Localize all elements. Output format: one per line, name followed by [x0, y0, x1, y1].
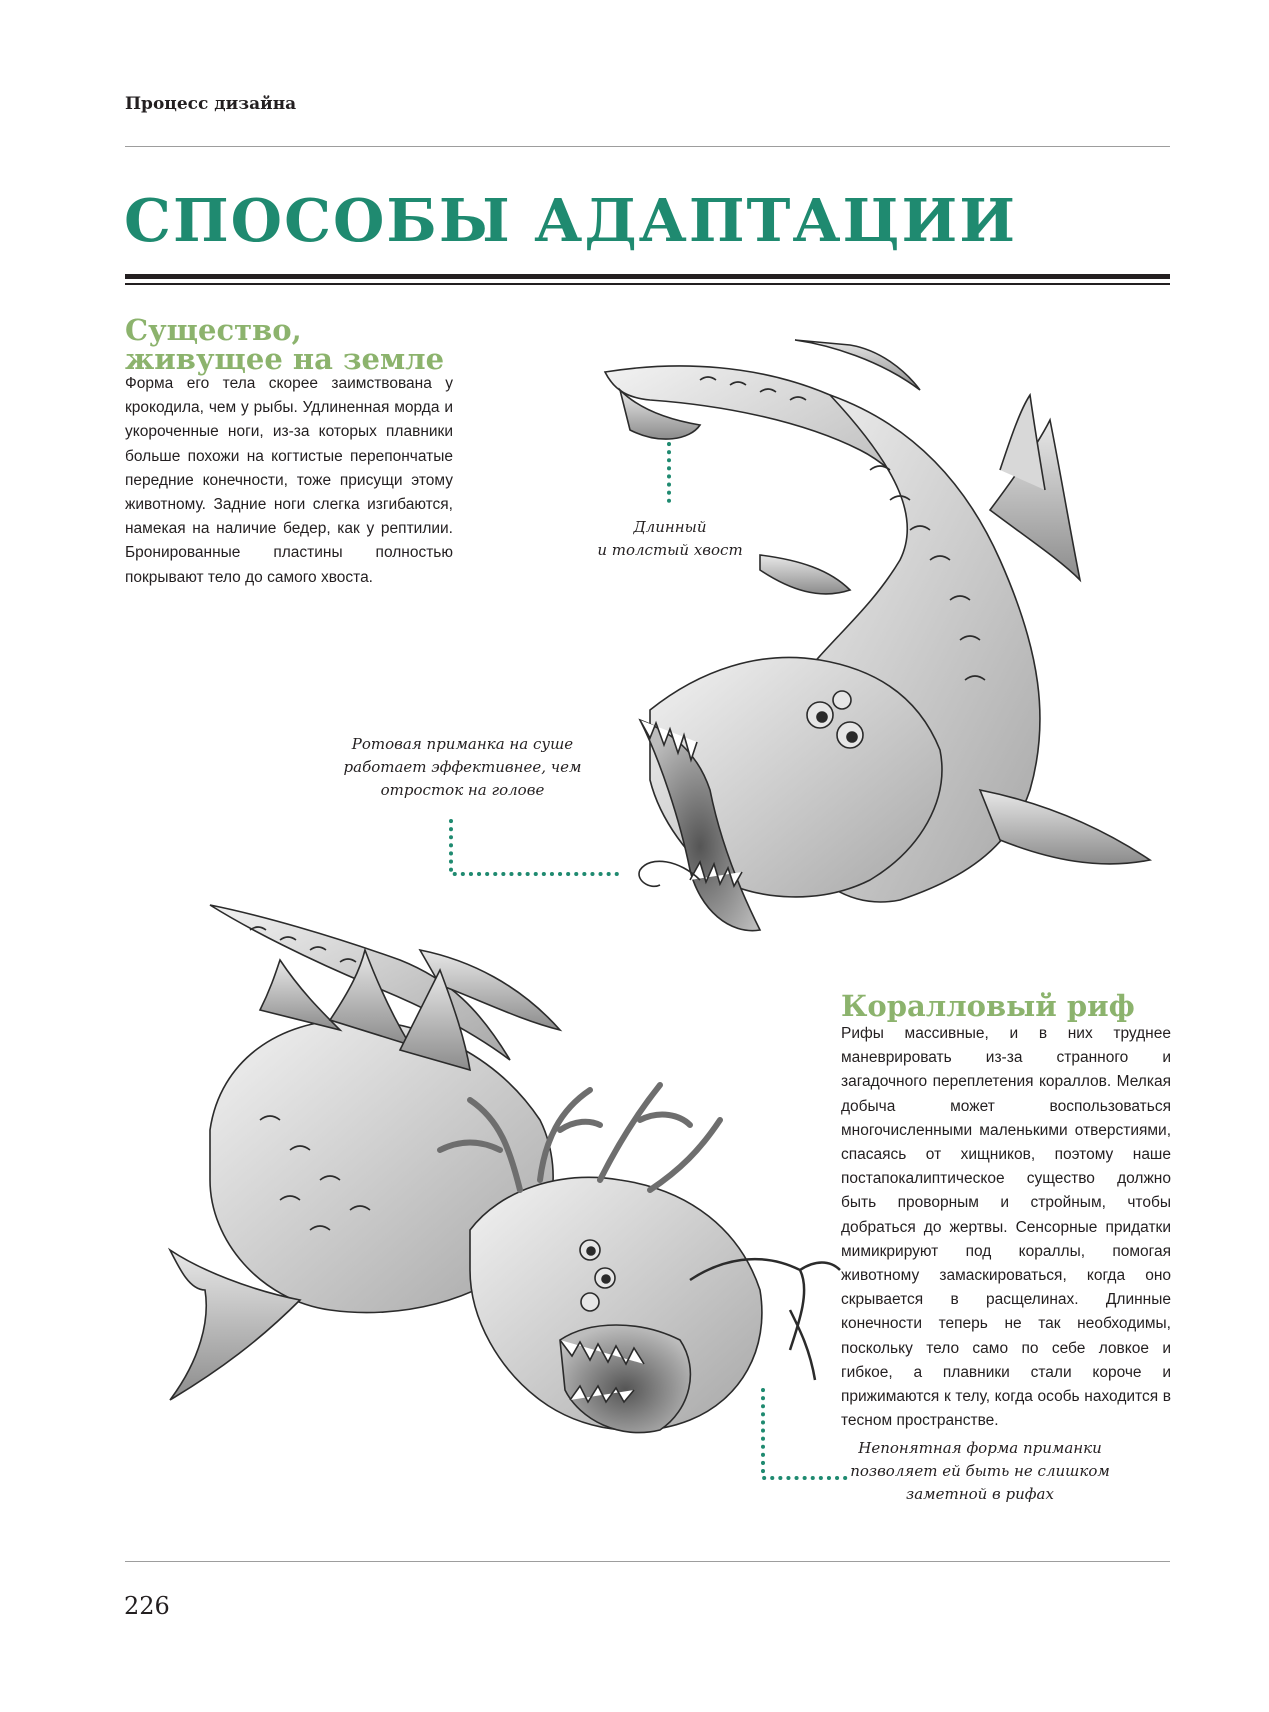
reef-section-heading: Коралловый риф	[841, 989, 1135, 1023]
page-number: 226	[124, 1592, 170, 1620]
mouth-caption-line1: Ротовая приманка на суше	[351, 735, 574, 753]
tail-caption-line2: и толстый хвост	[597, 541, 743, 559]
land-creature-eye	[833, 691, 851, 709]
reef-creature-dorsal-fin	[260, 960, 340, 1030]
running-head: Процесс дизайна	[125, 94, 297, 114]
mouth-caption-line2: работает эффективнее, чем	[343, 758, 582, 776]
land-heading-line1: Существо,	[125, 313, 302, 347]
reef-section-body: Рифы массивные, и в них труднее маневрировать из-за странного и загадочного переплетения кораллов. Мелкая добыча может воспользоваться многочисленными маленькими отверстиями, спасаясь от хищников, поэтому наше постапокалиптическое существо должно быть проворным и стройным, чтобы добраться до жертвы. Сенсорные придатки мимикрируют под кораллы, помогая животному замаскироваться, когда оно скрывается в расщелинах. Длинные конечности теперь не так необходимы, поскольку тело само по себе ловкое и гибкое, а плавники стали короче и прижимаются к телу, когда особь находится в тесном пространстве.	[841, 1025, 1171, 1430]
land-creature-pectoral-fin	[980, 790, 1150, 864]
land-section-body: Форма его тела скорее заимствована у крокодила, чем у рыбы. Удлиненная морда и укороченные ноги, из-за которых плавники больше похожи на когтистые перепончатые передние конечности, тоже присущи этому животному. Задние ноги слегка изгибаются, намекая на наличие бедер, как у рептилии. Бронированные пластины полностью покрывают тело до самого хвоста.	[125, 375, 453, 586]
reef-creature-drawing	[170, 905, 840, 1433]
mouth-caption-line3: отросток на голове	[380, 781, 545, 799]
lure-caption-line2: позволяет ей быть не слишком	[850, 1462, 1110, 1480]
land-heading-line2: живущее на земле	[125, 342, 445, 376]
lure-caption-line1: Непонятная форма приманки	[858, 1439, 1102, 1457]
lure-caption-line3: заметной в рифах	[906, 1485, 1054, 1503]
mouth-leader-line	[451, 821, 620, 874]
reef-creature-eye	[581, 1293, 599, 1311]
footer-rule	[125, 1561, 1170, 1562]
reef-lure-caption	[845, 1437, 1115, 1506]
land-creature-drawing	[605, 340, 1150, 931]
tail-caption-line1: Длинный	[633, 518, 707, 536]
page-title: СПОСОБЫ АДАПТАЦИИ	[124, 186, 1018, 255]
mouth-lure-caption	[335, 733, 590, 802]
tail-caption	[580, 516, 760, 562]
lure-leader-line	[763, 1390, 850, 1478]
